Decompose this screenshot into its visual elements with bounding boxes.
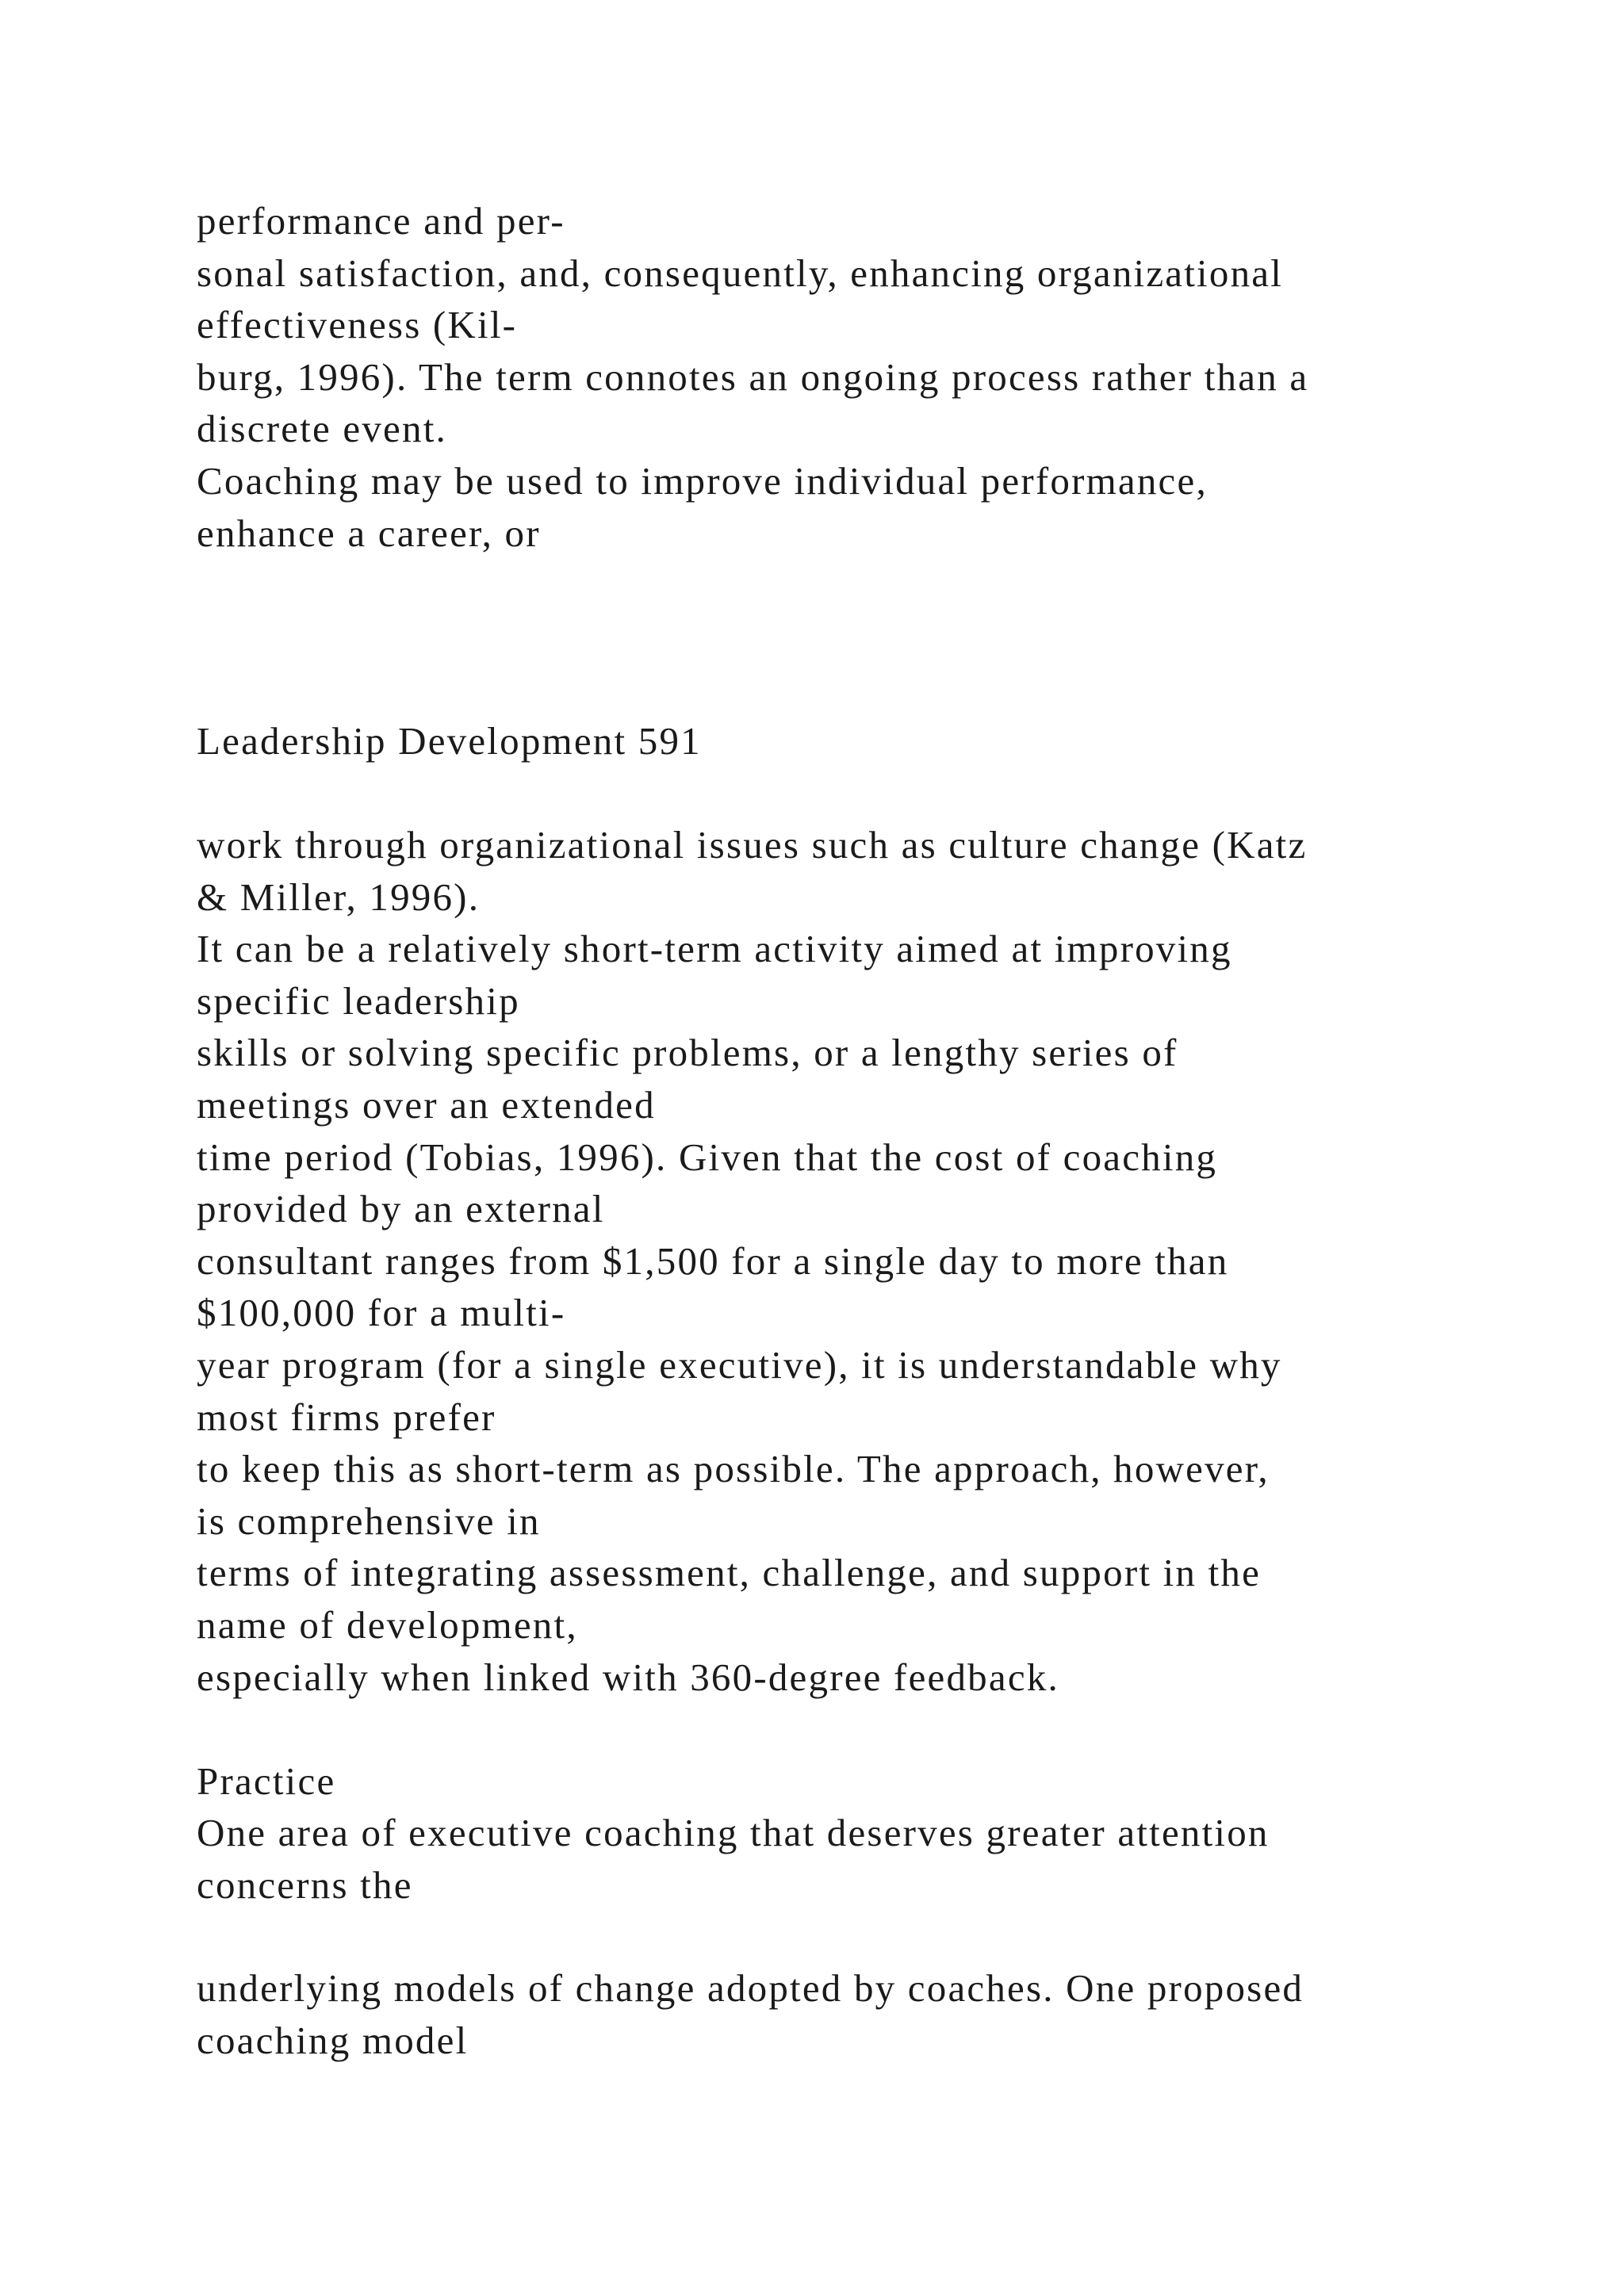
text-line: most firms prefer: [197, 1395, 496, 1439]
text-line: time period (Tobias, 1996). Given that the cost of coaching: [197, 1135, 1218, 1179]
text-line: [197, 1703, 1497, 1755]
paragraph-coaching-scope: [197, 819, 1497, 1911]
text-line: name of development,: [197, 1602, 578, 1647]
section-heading: Practice: [197, 1758, 336, 1803]
text-line: Coaching may be used to improve individual performance,: [197, 458, 1208, 503]
text-line: concerns the: [197, 1862, 413, 1907]
text-line: work through organizational issues such as culture change (Katz: [197, 823, 1308, 867]
text-line: especially when linked with 360-degree feedback.: [197, 1655, 1059, 1699]
text-line: discrete event.: [197, 407, 447, 451]
text-line: skills or solving specific problems, or a lengthy series of: [197, 1031, 1178, 1075]
text-line: provided by an external: [197, 1187, 605, 1231]
text-line: underlying models of change adopted by coaches. One proposed: [197, 1966, 1304, 2010]
text-line: sonal satisfaction, and, consequently, enhancing organizational: [197, 251, 1284, 295]
text-line: performance and per-: [197, 199, 565, 243]
text-line: terms of integrating assessment, challenge, and support in the: [197, 1551, 1262, 1595]
paragraph-change-models: [197, 1962, 1497, 2066]
text-line: year program (for a single executive), it is understandable why: [197, 1342, 1282, 1387]
running-header-text: Leadership Development 591: [197, 719, 702, 763]
text-line: meetings over an extended: [197, 1082, 656, 1127]
running-header: [197, 715, 1497, 767]
text-line: to keep this as short-term as possible. The approach, however,: [197, 1447, 1270, 1491]
text-line: coaching model: [197, 2018, 469, 2062]
text-line: effectiveness (Kil-: [197, 303, 518, 347]
text-line: enhance a career, or: [197, 511, 541, 555]
text-line: specific leadership: [197, 978, 520, 1023]
text-line: $100,000 for a multi-: [197, 1291, 566, 1335]
text-line: consultant ranges from $1,500 for a single day to more than: [197, 1238, 1229, 1283]
text-line: burg, 1996). The term connotes an ongoing process rather than a: [197, 354, 1309, 399]
text-line: It can be a relatively short-term activity aimed at improving: [197, 927, 1232, 971]
text-line: & Miller, 1996).: [197, 874, 481, 919]
text-line: One area of executive coaching that deserves greater attention: [197, 1811, 1270, 1855]
text-line: is comprehensive in: [197, 1498, 541, 1543]
paragraph-coaching-intro: [197, 195, 1497, 559]
